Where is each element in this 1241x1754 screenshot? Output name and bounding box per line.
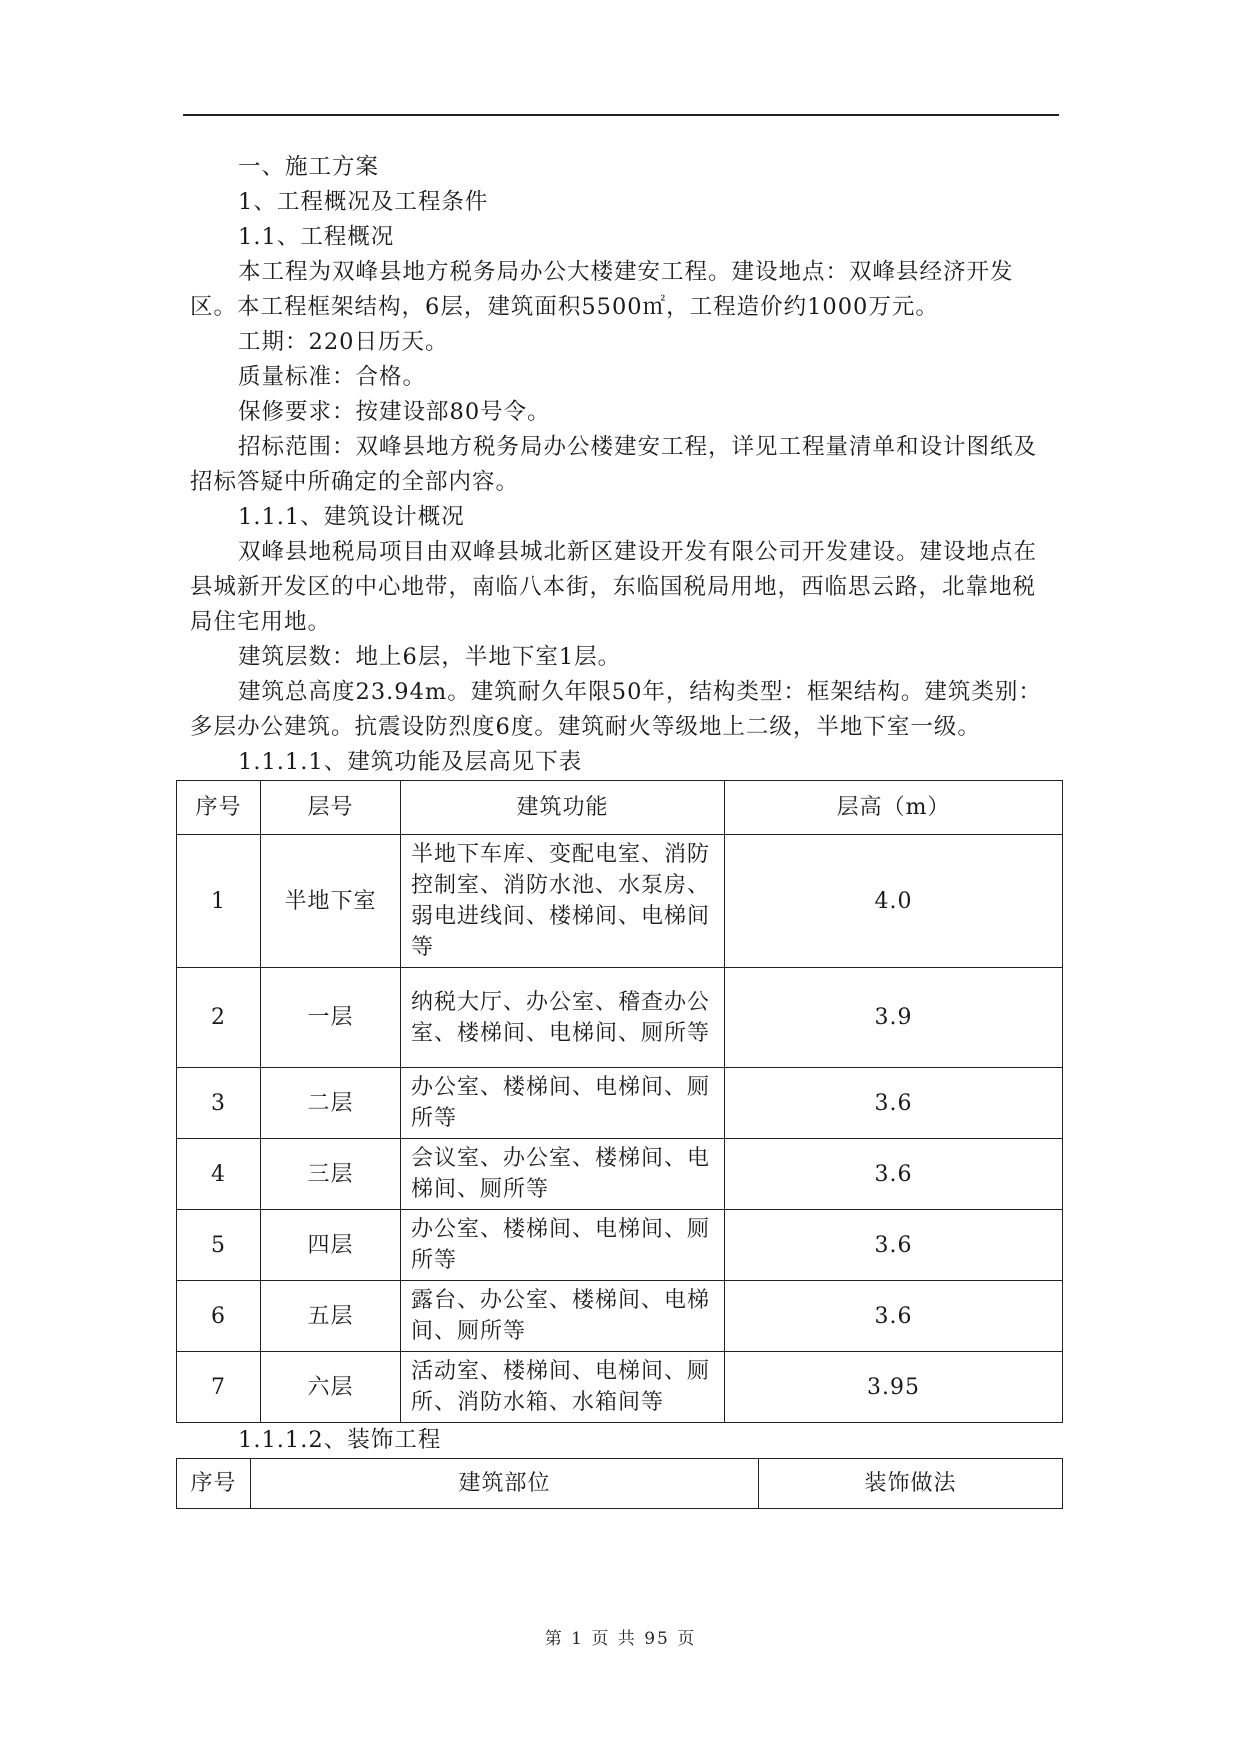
paragraph-warranty: 保修要求：按建设部80号令。: [238, 399, 551, 425]
paragraph-design: 双峰县地税局项目由双峰县城北新区建设开发有限公司开发建设。建设地点在县城新开发区的中心地带，南临八本街，东临国税局用地，西临思云路，北靠地税局住宅用地。: [190, 539, 1038, 635]
table-header-row: [177, 1459, 1063, 1509]
cell-floor: 四层: [261, 1210, 401, 1281]
decoration-table: [176, 1458, 1063, 1509]
cell-function: 办公室、楼梯间、电梯间、厕所等: [401, 1210, 725, 1281]
table-row: [177, 1281, 1063, 1352]
header-finish: 装饰做法: [759, 1459, 1063, 1509]
cell-floor: 半地下室: [261, 835, 401, 968]
cell-no: 5: [177, 1210, 261, 1281]
cell-no: 4: [177, 1139, 261, 1210]
heading-construction-plan: 一、施工方案: [238, 154, 380, 180]
cell-height: 3.95: [725, 1352, 1063, 1423]
cell-function: 半地下车库、变配电室、消防控制室、消防水池、水泵房、弱电进线间、楼梯间、电梯间等: [401, 835, 725, 968]
cell-no: 6: [177, 1281, 261, 1352]
cell-floor: 二层: [261, 1068, 401, 1139]
page-number-footer: 第 1 页 共 95 页: [544, 1629, 697, 1649]
cell-function: 会议室、办公室、楼梯间、电梯间、厕所等: [401, 1139, 725, 1210]
cell-height: 3.6: [725, 1139, 1063, 1210]
cell-height: 3.9: [725, 968, 1063, 1068]
cell-floor: 一层: [261, 968, 401, 1068]
cell-no: 1: [177, 835, 261, 968]
table-row: [177, 1210, 1063, 1281]
table-row: [177, 968, 1063, 1068]
header-no: 序号: [177, 781, 261, 835]
header-function: 建筑功能: [401, 781, 725, 835]
paragraph-scope: 招标范围：双峰县地方税务局办公楼建安工程，详见工程量清单和设计图纸及招标答疑中所确定的全部内容。: [190, 434, 1038, 495]
table-row: [177, 835, 1063, 968]
header-height: 层高（m）: [725, 781, 1063, 835]
cell-height: 3.6: [725, 1210, 1063, 1281]
cell-function: 办公室、楼梯间、电梯间、厕所等: [401, 1068, 725, 1139]
cell-function: 露台、办公室、楼梯间、电梯间、厕所等: [401, 1281, 725, 1352]
cell-no: 7: [177, 1352, 261, 1423]
paragraph-floors: 建筑层数：地上6层，半地下室1层。: [238, 644, 622, 670]
header-floor: 层号: [261, 781, 401, 835]
heading-project-conditions: 1、工程概况及工程条件: [238, 189, 489, 215]
cell-height: 4.0: [725, 835, 1063, 968]
cell-function: 纳税大厅、办公室、稽查办公室、楼梯间、电梯间、厕所等: [401, 968, 725, 1068]
table-row: [177, 1139, 1063, 1210]
cell-floor: 六层: [261, 1352, 401, 1423]
cell-no: 3: [177, 1068, 261, 1139]
table-header-row: [177, 781, 1063, 835]
paragraph-overview: 本工程为双峰县地方税务局办公大楼建安工程。建设地点：双峰县经济开发区。本工程框架结构，6层，建筑面积5500㎡，工程造价约1000万元。: [190, 259, 1014, 320]
cell-no: 2: [177, 968, 261, 1068]
cell-floor: 三层: [261, 1139, 401, 1210]
heading-architectural-design: 1.1.1、建筑设计概况: [238, 504, 465, 530]
header-part: 建筑部位: [251, 1459, 759, 1509]
cell-height: 3.6: [725, 1068, 1063, 1139]
paragraph-height: 建筑总高度23.94m。建筑耐久年限50年，结构类型：框架结构。建筑类别：多层办公建筑。抗震设防烈度6度。建筑耐火等级地上二级，半地下室一级。: [190, 679, 1042, 740]
table2-caption: 1.1.1.2、装饰工程: [238, 1427, 442, 1453]
cell-function: 活动室、楼梯间、电梯间、厕所、消防水箱、水箱间等: [401, 1352, 725, 1423]
paragraph-duration: 工期：220日历天。: [238, 329, 449, 355]
paragraph-quality: 质量标准：合格。: [238, 364, 427, 390]
floor-function-table: [176, 780, 1063, 1423]
heading-project-overview: 1.1、工程概况: [238, 224, 395, 250]
cell-floor: 五层: [261, 1281, 401, 1352]
header-no: 序号: [177, 1459, 251, 1509]
table-row: [177, 1352, 1063, 1423]
table1-caption: 1.1.1.1、建筑功能及层高见下表: [238, 749, 583, 775]
cell-height: 3.6: [725, 1281, 1063, 1352]
header-rule: [183, 114, 1059, 116]
table-row: [177, 1068, 1063, 1139]
document-body: [190, 150, 1055, 1509]
